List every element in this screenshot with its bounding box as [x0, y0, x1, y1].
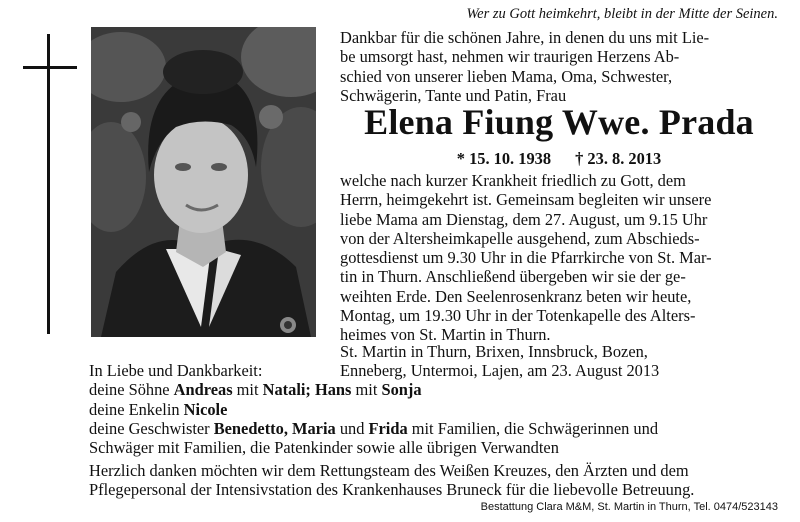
mourners-heading: In Liebe und Dankbarkeit:: [89, 361, 263, 380]
deceased-name: Elena Fiung Wwe. Prada: [364, 102, 754, 142]
grandchild-name: Nicole: [183, 399, 228, 419]
spouse-and-son-names: Natali; Hans: [262, 380, 352, 400]
funeral-details: [340, 171, 778, 345]
funeral-line: liebe Mama am Dienstag, dem 27. August, um 9.15 Uhr: [340, 209, 708, 229]
cross-horizontal-bar: [23, 66, 77, 69]
mourners-sons: [89, 380, 779, 399]
funeral-line: Herrn, heimgekehrt ist. Gemeinsam begleiten wir unsere: [340, 190, 712, 210]
intro-line: Dankbar für die schönen Jahre, in denen du uns mit Lie-: [340, 28, 710, 47]
siblings-suffix: mit Familien, die Schwägerinnen und: [407, 418, 659, 438]
birth-date: * 15. 10. 1938: [456, 149, 552, 168]
connector: und: [335, 418, 369, 438]
grandchild-prefix: deine Enkelin: [89, 399, 184, 419]
funeral-line: tin in Thurn. Anschließend übergeben wir sie der ge-: [340, 267, 686, 287]
funeral-line: heimes von St. Martin in Thurn.: [340, 325, 551, 345]
mourners-list: [89, 361, 779, 457]
funeral-line: gottesdienst um 9.30 Uhr in die Pfarrkirche von St. Mar-: [340, 248, 712, 268]
sibling-name: Frida: [368, 418, 408, 438]
portrait-illustration: [91, 27, 316, 337]
son-name: Andreas: [173, 380, 233, 400]
undertaker-credit: Bestattung Clara M&M, St. Martin in Thurn, Tel. 0474/523143: [480, 501, 778, 513]
connector: mit: [351, 380, 382, 400]
spouse-name: Sonja: [381, 380, 422, 400]
sons-prefix: deine Söhne: [89, 380, 174, 400]
places-line: Enneberg, Untermoi, Lajen, am 23. August 2013: [340, 361, 660, 381]
funeral-line: welche nach kurzer Krankheit friedlich zu Gott, dem: [340, 171, 686, 190]
cross-vertical-bar: [47, 34, 50, 334]
mourners-siblings: [89, 419, 779, 438]
sibling-names: Benedetto, Maria: [213, 418, 336, 438]
intro-text: [340, 28, 778, 105]
life-dates: [340, 149, 778, 169]
portrait-photo: [91, 27, 316, 337]
funeral-line: von der Altersheimkapelle ausgehend, zum Abschieds-: [340, 228, 700, 248]
motto-quote: Wer zu Gott heimkehrt, bleibt in der Mitte der Seinen.: [466, 6, 778, 22]
connector: mit: [232, 380, 263, 400]
thanks-line: Pflegepersonal der Intensivstation des Krankenhauses Bruneck für die liebevolle Betreuung.: [89, 480, 695, 500]
mourners-relatives: Schwäger mit Familien, die Patenkinder sowie alle übrigen Verwandten: [89, 438, 559, 458]
intro-line: be umsorgt hast, nehmen wir traurigen Herzens Ab-: [340, 47, 680, 67]
intro-line: Schwägerin, Tante und Patin, Frau: [340, 85, 567, 105]
intro-line: schied von unserer lieben Mama, Oma, Schwester,: [340, 66, 673, 86]
death-date: † 23. 8. 2013: [575, 149, 662, 168]
siblings-prefix: deine Geschwister: [89, 418, 214, 438]
places-line: St. Martin in Thurn, Brixen, Innsbruck, Bozen,: [340, 342, 648, 361]
thanks-line: Herzlich danken möchten wir dem Rettungsteam des Weißen Kreuzes, den Ärzten und dem: [89, 461, 689, 480]
funeral-line: weihten Erde. Den Seelenrosenkranz beten wir heute,: [340, 286, 692, 306]
thanks-text: [89, 461, 779, 500]
mourners-grandchild: [89, 400, 779, 419]
funeral-line: Montag, um 19.30 Uhr in der Totenkapelle des Alters-: [340, 306, 696, 326]
